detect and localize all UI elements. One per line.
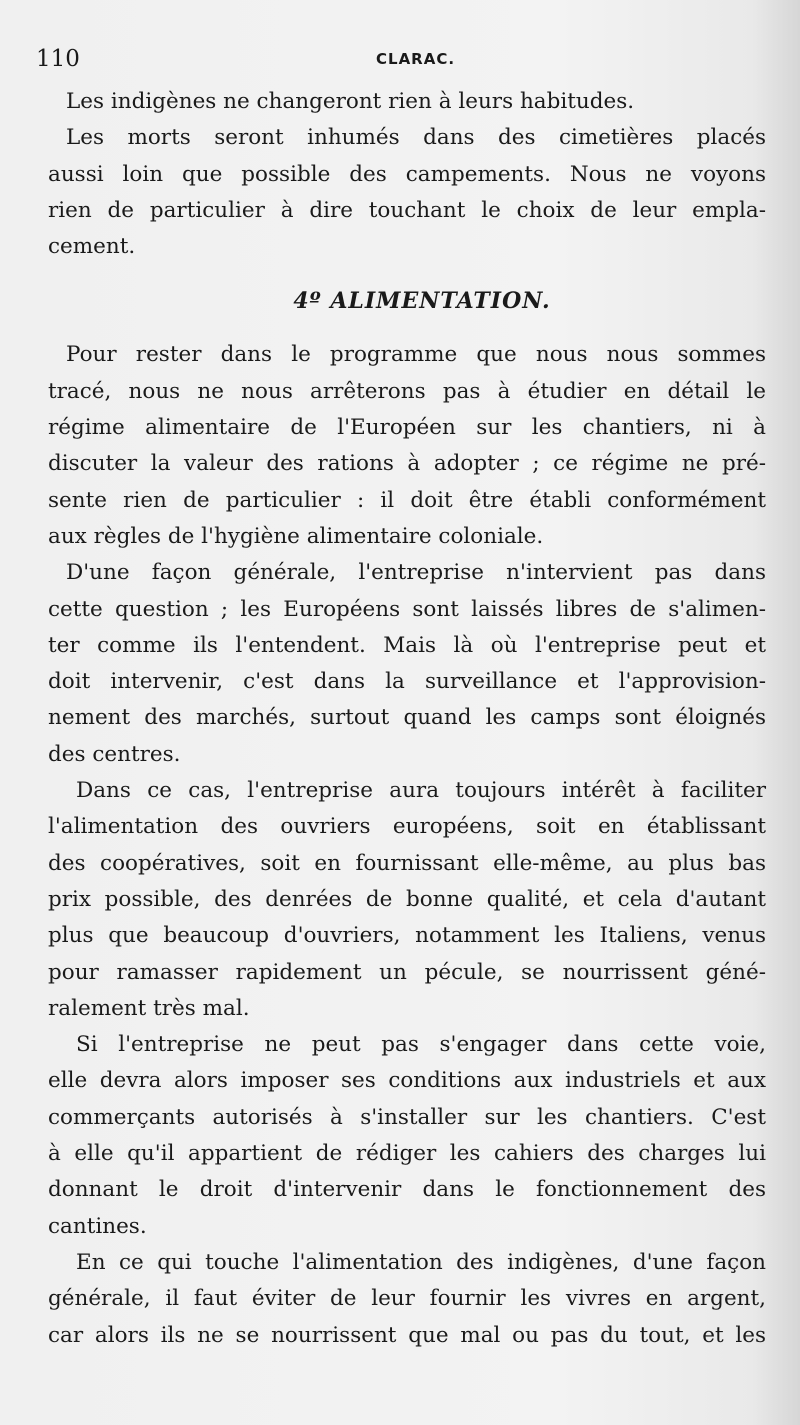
text-line: aux règles de l'hygiène alimentaire coloniale. — [48, 523, 544, 549]
text-line: Dans ce cas, l'entreprise aura toujours intérêt à faciliter — [76, 778, 766, 804]
page-number: 110 — [36, 46, 80, 72]
text-line: ter comme ils l'entendent. Mais là où l'entreprise peut et — [48, 632, 766, 658]
text-line: générale, il faut éviter de leur fournir les vivres en argent, — [48, 1286, 766, 1312]
text-line: Si l'entreprise ne peut pas s'engager dans cette voie, — [76, 1032, 766, 1058]
text-line: prix possible, des denrées de bonne qualité, et cela d'autant — [48, 886, 766, 912]
text-line: donnant le droit d'intervenir dans le fonctionnement des — [48, 1177, 766, 1203]
text-line: des coopératives, soit en fournissant elle-même, au plus bas — [48, 850, 766, 876]
text-line: Pour rester dans le programme que nous nous sommes — [66, 342, 766, 368]
text-line: Les morts seront inhumés dans des cimetières placés — [66, 125, 766, 151]
text-line: cement. — [48, 234, 136, 260]
text-line: tracé, nous ne nous arrêterons pas à étudier en détail le — [48, 378, 766, 404]
text-line: ralement très mal. — [48, 995, 250, 1021]
text-line: à elle qu'il appartient de rédiger les cahiers des charges lui — [48, 1141, 766, 1167]
running-head: CLARAC. — [376, 50, 456, 68]
text-line: plus que beaucoup d'ouvriers, notamment les Italiens, venus — [48, 923, 766, 949]
text-line: En ce qui touche l'alimentation des indigènes, d'une façon — [76, 1249, 766, 1275]
text-line: cette question ; les Européens sont laissés libres de s'alimen- — [48, 596, 766, 622]
text-line: régime alimentaire de l'Européen sur les chantiers, ni à — [48, 415, 766, 441]
text-line: D'une façon générale, l'entreprise n'intervient pas dans — [66, 560, 766, 586]
text-line: aussi loin que possible des campements. Nous ne voyons — [48, 161, 766, 187]
text-line: commerçants autorisés à s'installer sur les chantiers. C'est — [48, 1104, 766, 1130]
text-line: rien de particulier à dire touchant le choix de leur empla- — [48, 197, 766, 223]
text-line: car alors ils ne se nourrissent que mal ou pas du tout, et les — [48, 1322, 766, 1348]
text-line: pour ramasser rapidement un pécule, se nourrissent géné- — [48, 959, 766, 985]
body-text — [48, 84, 766, 1354]
text-line: doit intervenir, c'est dans la surveillance et l'approvision- — [48, 669, 766, 695]
text-line: l'alimentation des ouvriers européens, soit en établissant — [48, 814, 766, 840]
text-line: nement des marchés, surtout quand les camps sont éloignés — [48, 705, 766, 731]
page-header — [36, 44, 766, 80]
text-line: discuter la valeur des rations à adopter ; ce régime ne pré- — [48, 451, 766, 477]
text-line: cantines. — [48, 1213, 147, 1239]
section-heading: 4º ALIMENTATION. — [293, 288, 551, 315]
text-line: sente rien de particulier : il doit être établi conformément — [48, 487, 766, 513]
text-line: des centres. — [48, 741, 181, 767]
text-line: Les indigènes ne changeront rien à leurs habitudes. — [66, 89, 635, 114]
text-line: elle devra alors imposer ses conditions aux industriels et aux — [48, 1068, 766, 1094]
